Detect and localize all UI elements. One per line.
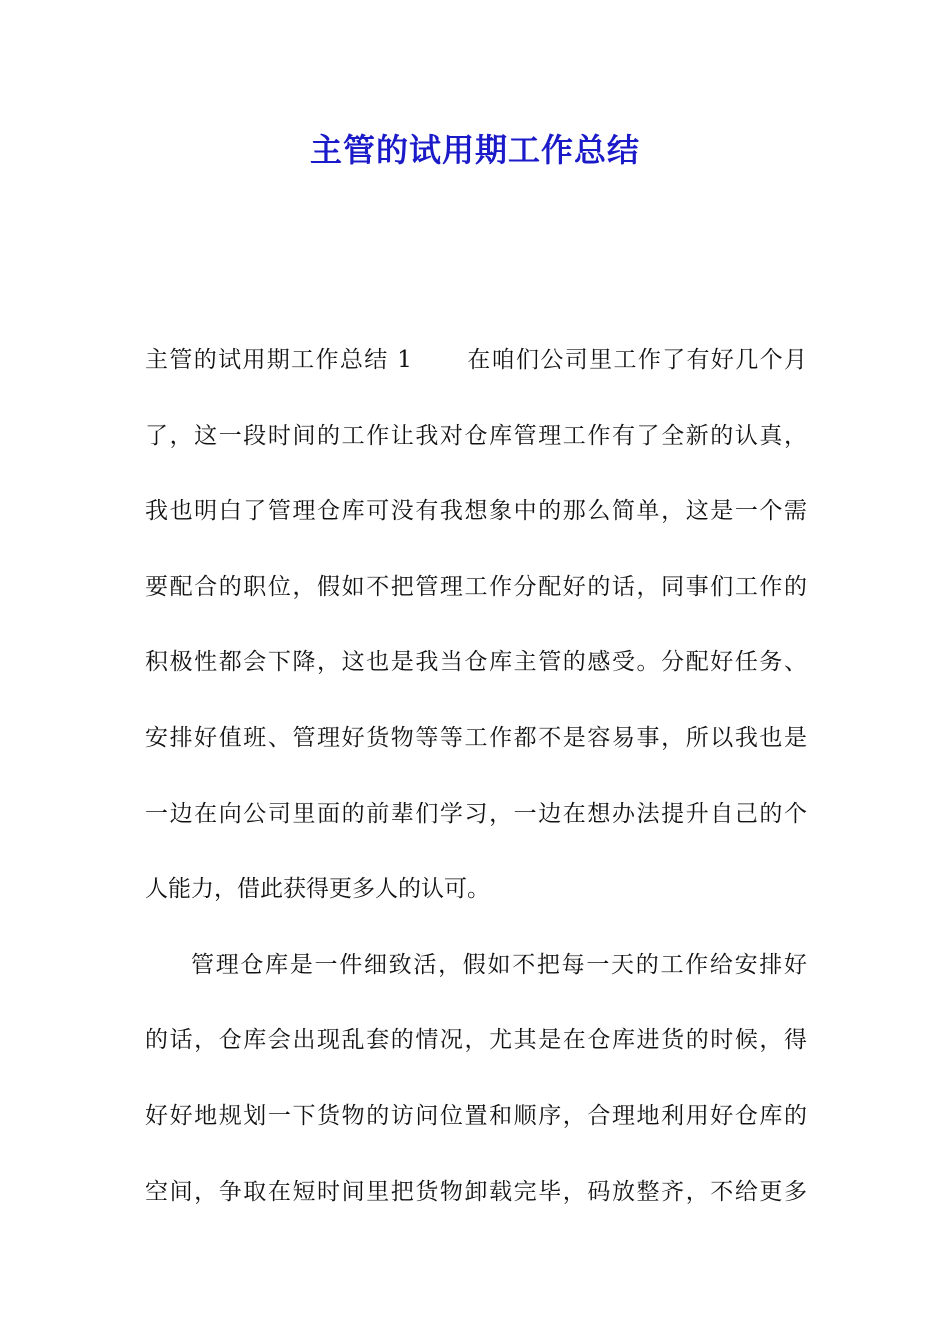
text-line: 安排好值班、管理好货物等等工作都不是容易事，所以我也是 <box>145 724 807 751</box>
section-heading: 主管的试用期工作总结 1 <box>145 347 412 373</box>
text-line: 了，这一段时间的工作让我对仓库管理工作有了全新的认真， <box>145 422 807 449</box>
text-line: 我也明白了管理仓库可没有我想象中的那么简单，这是一个需 <box>145 498 807 525</box>
text-line: 一边在向公司里面的前辈们学习，一边在想办法提升自己的个 <box>145 800 807 827</box>
text-line: 人能力，借此获得更多人的认可。 <box>145 876 490 903</box>
text-line: 积极性都会下降，这也是我当仓库主管的感受。分配好任务、 <box>145 649 807 676</box>
document-title: 主管的试用期工作总结 <box>309 131 640 169</box>
text-line: 管理仓库是一件细致活，假如不把每一天的工作给安排好 <box>191 951 807 978</box>
text-line: 的话，仓库会出现乱套的情况，尤其是在仓库进货的时候，得 <box>145 1027 807 1054</box>
text-line: 好好地规划一下货物的访问位置和顺序，合理地利用好仓库的 <box>145 1102 807 1129</box>
text-line <box>145 338 807 414</box>
text-line: 要配合的职位，假如不把管理工作分配好的话，同事们工作的 <box>145 573 807 600</box>
text-line: 空间，争取在短时间里把货物卸载完毕，码放整齐，不给更多 <box>145 1178 807 1205</box>
text-span: 在咱们公司里工作了有好几个月 <box>465 347 808 373</box>
document-body <box>145 338 807 1245</box>
